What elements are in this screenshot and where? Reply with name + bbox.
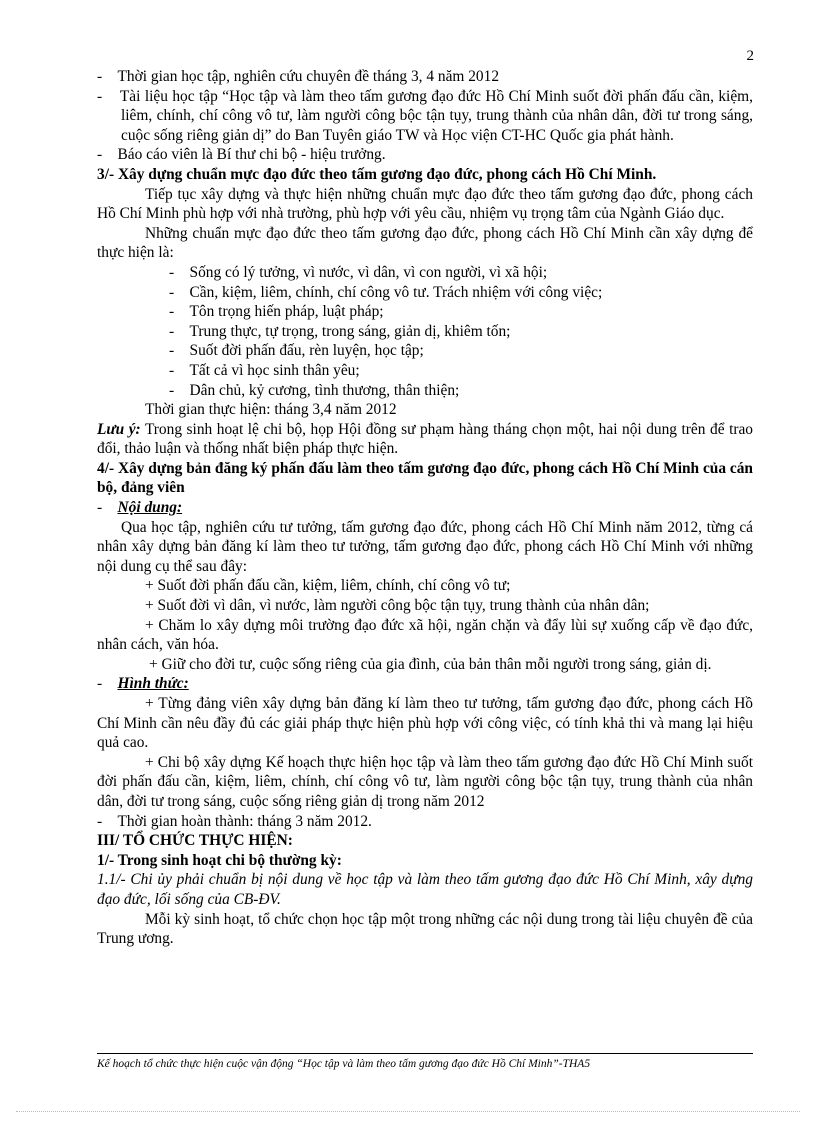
- note-label: Lưu ý:: [97, 420, 141, 438]
- list-item: - Tài liệu học tập “Học tập và làm theo tấm gương đạo đức Hồ Chí Minh suốt đời phấn đấu cần, kiệm, liêm, chính, chí công vô tư, làm người công bộc tận tụy, trung thành của nhân dân, đời tư trong sáng, cuộc sống riêng giản dị” do Ban Tuyên giáo TW và Học viện CT-HC Quốc gia phát hành.: [97, 87, 753, 144]
- page-number: 2: [746, 48, 754, 64]
- list-item: - Thời gian hoàn thành: tháng 3 năm 2012.: [97, 812, 372, 830]
- list-item: + Giữ cho đời tư, cuộc sống riêng của gia đình, của bản thân mỗi người trong sáng, giản dị.: [149, 655, 712, 673]
- paragraph: Thời gian thực hiện: tháng 3,4 năm 2012: [145, 401, 397, 419]
- paragraph: Những chuẩn mực đạo đức theo tấm gương đạo đức, phong cách Hồ Chí Minh cần xây dựng để thực hiện là:: [97, 224, 753, 262]
- list-item: + Từng đảng viên xây dựng bản đăng kí làm theo tư tưởng, tấm gương đạo đức, phong cách Hồ Chí Minh cần nêu đầy đủ các giải pháp thực hiện phù hợp với công việc, có tính khả thi và mang lại hiệu quả cao.: [97, 695, 753, 752]
- section-heading-4: 4/- Xây dựng bản đăng ký phấn đấu làm theo tấm gương đạo đức, phong cách Hồ Chí Minh của cán bộ, đảng viên: [97, 459, 753, 497]
- footer-divider: [97, 1053, 753, 1054]
- paragraph: Mỗi kỳ sinh hoạt, tổ chức chọn học tập một trong những các nội dung trong tài liệu chuyên đề của Trung ương.: [97, 910, 753, 948]
- list-item: - Trung thực, tự trọng, trong sáng, giản dị, khiêm tốn;: [169, 322, 511, 340]
- subheading: - Nội dung:: [97, 499, 183, 517]
- list-item: + Suốt đời vì dân, vì nước, làm người công bộc tận tụy, trung thành của nhân dân;: [145, 597, 650, 615]
- list-item: + Chi bộ xây dựng Kế hoạch thực hiện học tập và làm theo tấm gương đạo đức Hồ Chí Minh suốt đời phấn đấu cần, kiệm, liêm, chính, chí công vô tư, làm người công bộc tận tụy, trung thành của nhân dân, đời tư trong sáng, cuộc sống riêng giản dị trong năm 2012: [97, 753, 753, 810]
- list-item: - Dân chủ, kỷ cương, tình thương, thân thiện;: [169, 381, 460, 399]
- paragraph: Tiếp tục xây dựng và thực hiện những chuẩn mực đạo đức theo tấm gương đạo đức, phong cách Hồ Chí Minh phù hợp với nhà trường, phù hợp với yêu cầu, nhiệm vụ trọng tâm của Ngành Giáo dục.: [97, 185, 753, 223]
- list-item: - Tất cả vì học sinh thân yêu;: [169, 361, 360, 379]
- document-body: [97, 67, 753, 949]
- list-item: + Chăm lo xây dựng môi trường đạo đức xã hội, ngăn chặn và đẩy lùi sự xuống cấp về đạo đức, nhân cách, văn hóa.: [97, 616, 753, 654]
- subheading: - Hình thức:: [97, 675, 189, 693]
- footer-text: Kế hoạch tổ chức thực hiện cuộc vận động “Học tập và làm theo tấm gương đạo đức Hồ Chí Minh”-THA5: [97, 1058, 591, 1070]
- list-item: - Cần, kiệm, liêm, chính, chí công vô tư. Trách nhiệm với công việc;: [169, 283, 603, 301]
- list-item: - Suốt đời phấn đấu, rèn luyện, học tập;: [169, 342, 424, 360]
- section-heading-III: III/ TỔ CHỨC THỰC HIỆN:: [97, 832, 293, 850]
- list-item: - Báo cáo viên là Bí thư chi bộ - hiệu trưởng.: [97, 146, 386, 164]
- subsection-heading: 1.1/- Chi ủy phải chuẩn bị nội dung về học tập và làm theo tấm gương đạo đức Hồ Chí Minh, xây dựng đạo đức, lối sống của CB-ĐV.: [97, 871, 753, 908]
- section-heading-1: 1/- Trong sinh hoạt chi bộ thường kỳ:: [97, 851, 342, 869]
- list-item: - Thời gian học tập, nghiên cứu chuyên đề tháng 3, 4 năm 2012: [97, 68, 500, 85]
- list-item: + Suốt đời phấn đấu cần, kiệm, liêm, chính, chí công vô tư;: [145, 577, 511, 595]
- page-bottom-border: [16, 1111, 800, 1112]
- paragraph: Qua học tập, nghiên cứu tư tưởng, tấm gương đạo đức, phong cách Hồ Chí Minh năm 2012, từng cá nhân xây dựng bản đăng kí làm theo tư tưởng, tấm gương đạo đức, phong cách Hồ Chí Minh với những nội dung cụ thể sau đây:: [97, 518, 753, 575]
- list-item: - Sống có lý tưởng, vì nước, vì dân, vì con người, vì xã hội;: [169, 263, 548, 281]
- note-paragraph: Lưu ý: Trong sinh hoạt lệ chi bộ, họp Hội đồng sư phạm hàng tháng chọn một, hai nội dung trên để trao đổi, thảo luận và thống nhất biện pháp thực hiện.: [97, 420, 753, 458]
- section-heading-3: 3/- Xây dựng chuẩn mực đạo đức theo tấm gương đạo đức, phong cách Hồ Chí Minh.: [97, 165, 657, 183]
- list-item: - Tôn trọng hiến pháp, luật pháp;: [169, 303, 384, 321]
